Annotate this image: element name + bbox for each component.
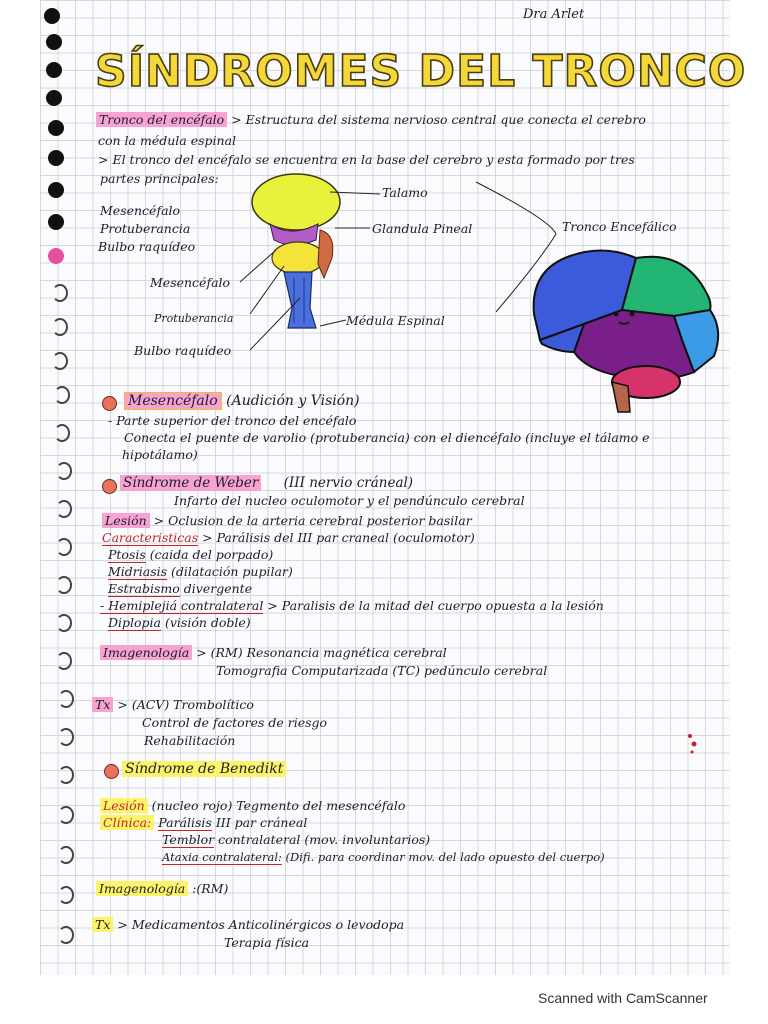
bullet-weber: [102, 479, 117, 494]
benedikt-lesion: (nucleo rojo) Tegmento del mesencéfalo: [151, 798, 406, 813]
weber-estrab-line: [108, 582, 252, 596]
weber-midriasis-label: Midriasis: [108, 564, 168, 579]
mesencefalo-note: (Audición y Visión): [226, 393, 360, 409]
mesencefalo-line-2: Conecta el puente de varolio (protuberancia) con el diencéfalo (incluye el tálamo e: [124, 430, 650, 445]
benedikt-clinica-label: Clínica:: [100, 815, 154, 830]
weber-hemi-label: - Hemiplejiá contralateral: [100, 598, 264, 613]
weber-hemi: > Paralisis de la mitad del cuerpo opuesta a la lesión: [267, 598, 604, 613]
mesencefalo-heading-line: [124, 394, 360, 408]
weber-heading-line: [120, 476, 413, 490]
benedikt-img-line: [96, 882, 228, 896]
page-title: SÍNDROMES DEL TRONCO: [95, 46, 747, 97]
label-mesencefalo: Mesencéfalo: [150, 275, 231, 290]
benedikt-c2-line: [162, 833, 430, 847]
weber-diplo-line: [108, 616, 251, 630]
benedikt-c3-label: Ataxia contralateral:: [162, 850, 282, 864]
benedikt-img-label: Imagenología: [96, 881, 188, 896]
benedikt-tx-2: Terapia física: [224, 935, 310, 950]
weber-ptosis-line: [108, 548, 273, 562]
weber-img-label: Imagenología: [100, 645, 192, 660]
binder-holes: [0, 0, 70, 980]
weber-tx-3: Rehabilitación: [144, 733, 236, 748]
weber-hemi-line: [100, 599, 604, 613]
label-glandula-pineal: Glandula Pineal: [372, 221, 473, 236]
weber-tx-label: Tx: [92, 697, 113, 712]
benedikt-tx-line: [92, 918, 404, 932]
mesencefalo-line-3: hipotálamo): [122, 447, 198, 462]
intro-def-2: con la médula espinal: [98, 133, 237, 148]
benedikt-c2-label: Temblor: [162, 832, 215, 847]
weber-img-line: [100, 646, 447, 660]
benedikt-lesion-line: [100, 799, 405, 813]
weber-lesion-line: [102, 514, 472, 528]
author-signature: Dra Arlet: [523, 7, 585, 22]
weber-carac: > Parálisis del III par craneal (oculomotor): [202, 530, 475, 545]
weber-heading: Síndrome de Weber: [120, 475, 261, 491]
bullet-mesencefalo: [102, 396, 117, 411]
label-protuberancia: Protuberancia: [154, 312, 234, 325]
scanner-watermark: Scanned with CamScanner: [538, 990, 708, 1006]
weber-ptosis-label: Ptosis: [108, 547, 146, 562]
weber-img-1: > (RM) Resonancia magnética cerebral: [196, 645, 447, 660]
weber-tx-1: > (ACV) Trombolítico: [117, 697, 254, 712]
benedikt-heading: Síndrome de Benedikt: [122, 761, 286, 777]
weber-midriasis: (dilatación pupilar): [171, 564, 293, 579]
benedikt-tx-label: Tx: [92, 917, 113, 932]
benedikt-tx-1: > Medicamentos Anticolinérgicos o levodopa: [117, 917, 405, 932]
benedikt-c1-label: Parálisis: [158, 815, 212, 830]
weber-lesion: > Oclusion de la arteria cerebral posterior basilar: [153, 513, 472, 528]
benedikt-c3: (Difi. para coordinar mov. del lado opuesto del cuerpo): [285, 850, 605, 864]
mesencefalo-heading: Mesencéfalo: [124, 392, 222, 410]
label-tronco-encefalico: Tronco Encefálico: [562, 219, 677, 234]
weber-estrab-label: Estrabismo: [108, 581, 180, 596]
weber-lesion-label: Lesión: [102, 513, 150, 528]
benedikt-heading-line: [122, 762, 286, 776]
intro-line-4: partes principales:: [100, 171, 219, 186]
bullet-benedikt: [104, 764, 119, 779]
weber-carac-line: [102, 531, 475, 545]
weber-carac-label: Caracteristicas: [102, 530, 199, 545]
weber-midriasis-line: [108, 565, 293, 579]
benedikt-c2: contralateral (mov. involuntarios): [218, 832, 431, 847]
weber-img-2: Tomografia Computarizada (TC) pedúnculo cerebral: [216, 663, 548, 678]
weber-sub: Infarto del nucleo oculomotor y el pendúnculo cerebral: [174, 493, 525, 508]
weber-diplo-label: Diplopia: [108, 615, 161, 630]
weber-note: (III nervio cráneal): [283, 475, 414, 491]
intro-line-1: [96, 113, 646, 127]
weber-estrab: divergente: [183, 581, 253, 596]
part-protuberancia: Protuberancia: [100, 221, 191, 236]
label-talamo: Talamo: [382, 185, 428, 200]
benedikt-img: :(RM): [192, 881, 229, 896]
weber-diplo: (visión doble): [164, 615, 251, 630]
weber-tx-2: Control de factores de riesgo: [142, 715, 328, 730]
part-bulbo: Bulbo raquídeo: [98, 239, 196, 254]
intro-line-3: > El tronco del encéfalo se encuentra en la base del cerebro y esta formado por tres: [98, 152, 635, 167]
mesencefalo-line-1: - Parte superior del tronco del encéfalo: [108, 413, 357, 428]
benedikt-c1: III par cráneal: [215, 815, 308, 830]
benedikt-lesion-label: Lesión: [100, 798, 148, 813]
part-mesencefalo: Mesencéfalo: [100, 203, 181, 218]
label-medula: Médula Espinal: [346, 313, 445, 328]
weber-ptosis: (caida del porpado): [149, 547, 274, 562]
benedikt-c3-line: [162, 850, 605, 864]
term-tronco: Tronco del encéfalo: [96, 112, 227, 127]
ink-specks: [684, 730, 704, 760]
label-bulbo: Bulbo raquídeo: [134, 343, 232, 358]
benedikt-clinica-line: [100, 816, 307, 830]
weber-tx-line: [92, 698, 254, 712]
intro-def-1: > Estructura del sistema nervioso central que conecta el cerebro: [231, 112, 646, 127]
brain-illustration: [524, 244, 724, 416]
